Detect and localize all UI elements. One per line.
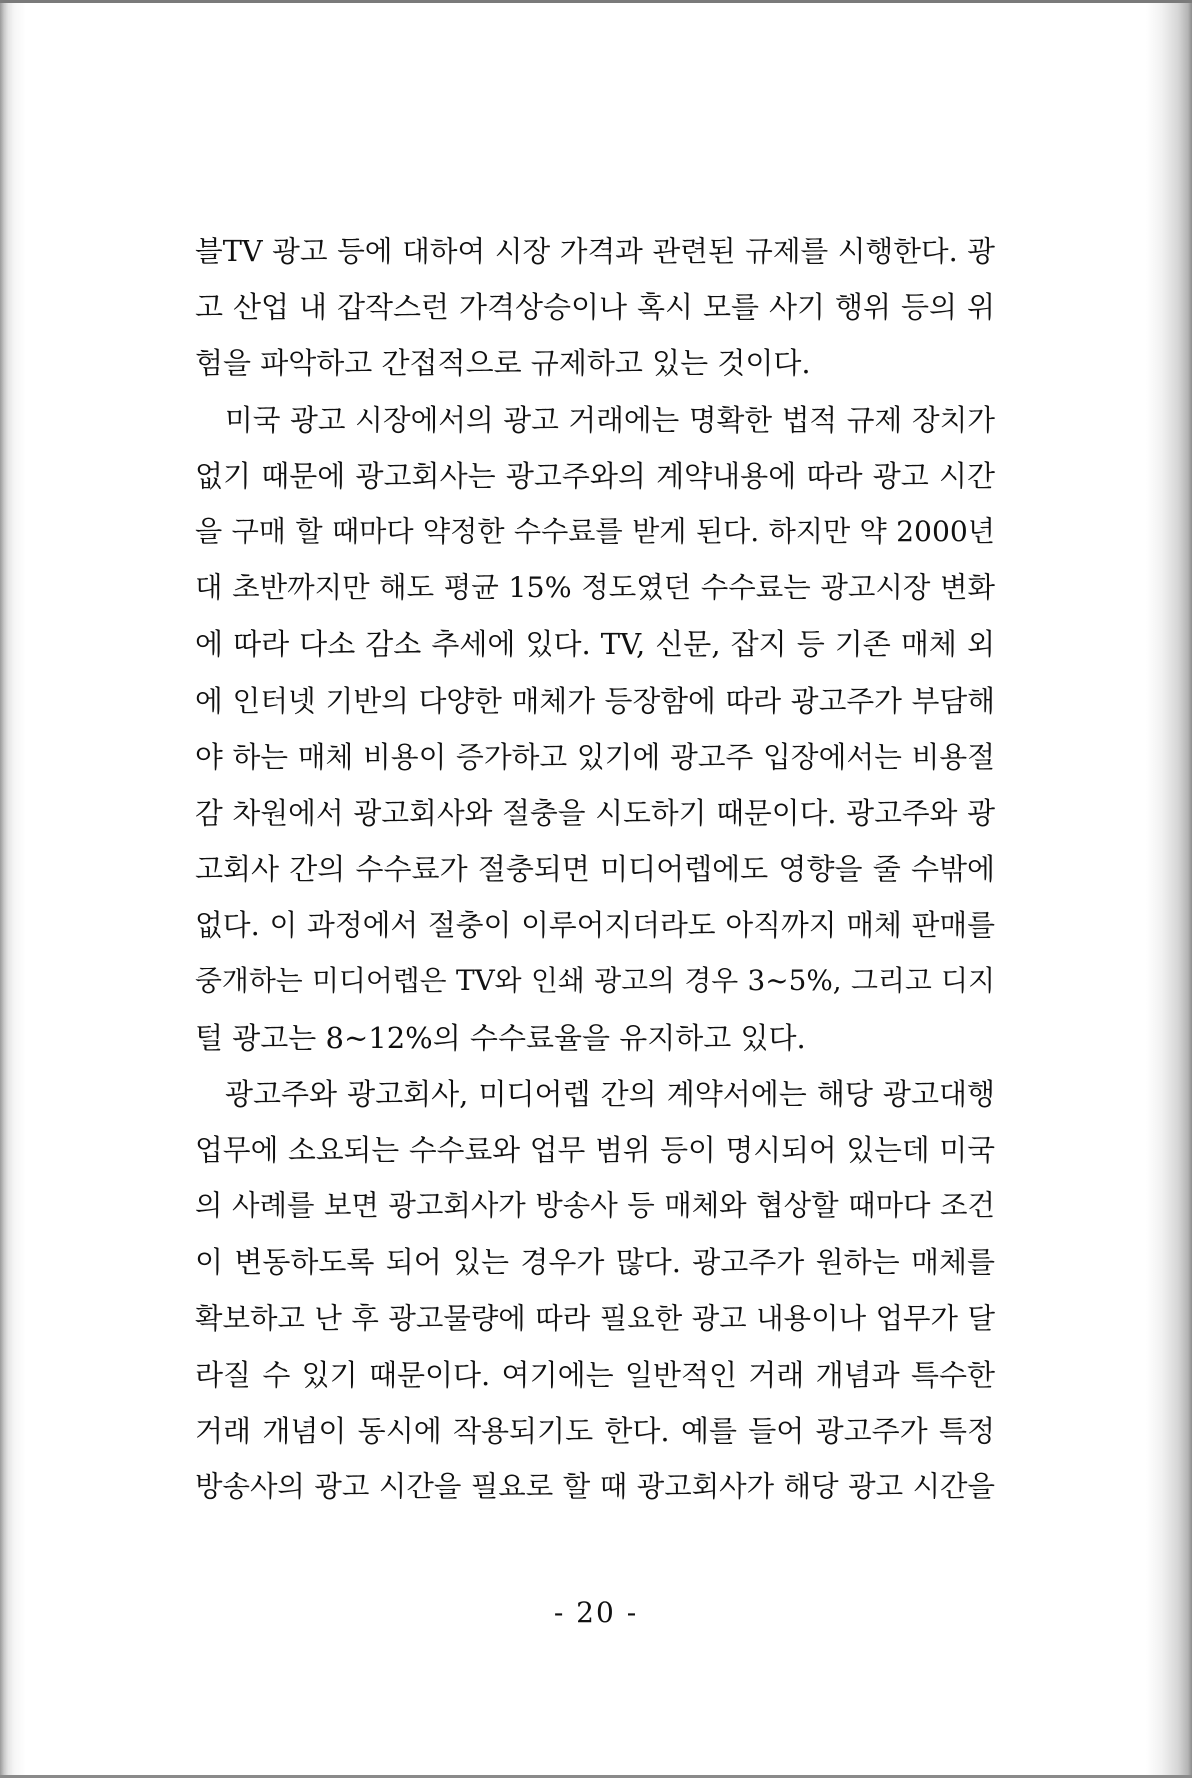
page-number: - 20 - (553, 1596, 639, 1629)
text-line: 을 구매 할 때마다 약정한 수수료를 받게 된다. 하지만 약 2000년 (195, 514, 995, 548)
text-line: 이 변동하도록 되어 있는 경우가 많다. 광고주가 원하는 매체를 (195, 1245, 995, 1280)
text-line: 의 사례를 보면 광고회사가 방송사 등 매체와 협상할 때마다 조건 (195, 1189, 995, 1223)
text-line: 중개하는 미디어렙은 TV와 인쇄 광고의 경우 3~5%, 그리고 디지 (195, 964, 995, 998)
text-line: 블TV 광고 등에 대하여 시장 가격과 관련된 규제를 시행한다. 광 (195, 234, 995, 268)
text-line: 에 인터넷 기반의 다양한 매체가 등장함에 따라 광고주가 부담해 (195, 683, 995, 718)
text-line: 험을 파악하고 간접적으로 규제하고 있는 것이다. (195, 346, 811, 381)
text-line: 대 초반까지만 해도 평균 15% 정도였던 수수료는 광고시장 변화 (195, 571, 995, 605)
page-left-edge (0, 0, 26, 1778)
body-text (195, 223, 995, 1515)
text-line: 라질 수 있기 때문이다. 여기에는 일반적인 거래 개념과 특수한 (195, 1357, 995, 1392)
text-line: 미국 광고 시장에서의 광고 거래에는 명확한 법적 규제 장치가 (225, 402, 995, 437)
text-line: 고 산업 내 갑작스런 가격상승이나 혹시 모를 사기 행위 등의 위 (195, 290, 995, 325)
text-line: 고회사 간의 수수료가 절충되면 미디어렙에도 영향을 줄 수밖에 (195, 852, 995, 887)
text-line: 광고주와 광고회사, 미디어렙 간의 계약서에는 해당 광고대행 (225, 1076, 995, 1111)
text-line: 털 광고는 8~12%의 수수료율을 유지하고 있다. (195, 1020, 806, 1055)
text-line: 감 차원에서 광고회사와 절충을 시도하기 때문이다. 광고주와 광 (195, 795, 995, 830)
text-line: 야 하는 매체 비용이 증가하고 있기에 광고주 입장에서는 비용절 (195, 739, 995, 774)
text-line: 업무에 소요되는 수수료와 업무 범위 등이 명시되어 있는데 미국 (195, 1133, 995, 1167)
text-line: 없다. 이 과정에서 절충이 이루어지더라도 아직까지 매체 판매를 (195, 908, 995, 943)
page-top-border (0, 0, 1192, 3)
text-line: 방송사의 광고 시간을 필요로 할 때 광고회사가 해당 광고 시간을 (195, 1470, 995, 1504)
text-line: 에 따라 다소 감소 추세에 있다. TV, 신문, 잡지 등 기존 매체 외 (195, 627, 995, 662)
page-curl-shadow (1146, 0, 1192, 1778)
text-line: 확보하고 난 후 광고물량에 따라 필요한 광고 내용이나 업무가 달 (195, 1301, 995, 1335)
text-line: 거래 개념이 동시에 작용되기도 한다. 예를 들어 광고주가 특정 (195, 1413, 995, 1448)
text-line: 없기 때문에 광고회사는 광고주와의 계약내용에 따라 광고 시간 (195, 458, 995, 493)
